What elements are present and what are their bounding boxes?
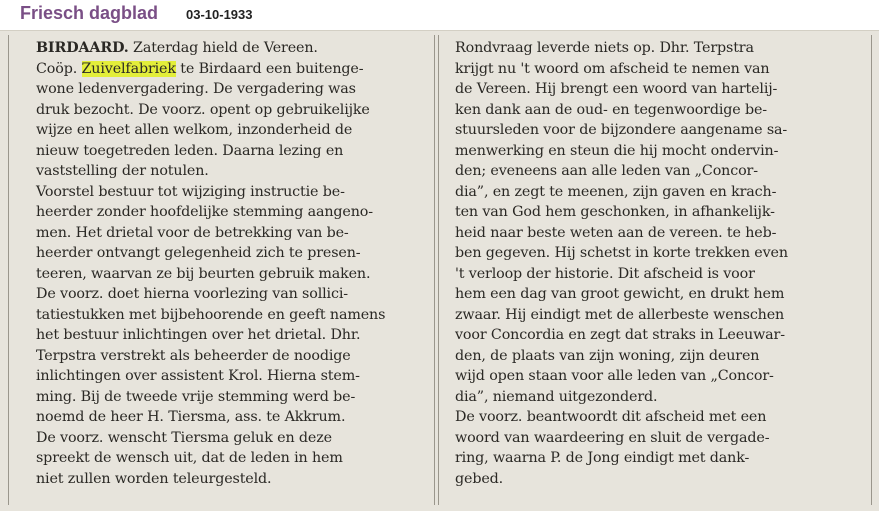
article-line: teeren, waarvan ze bij beurten gebruik maken. bbox=[36, 265, 371, 282]
article-line: heerder zonder hoofdelijke stemming aangeno- bbox=[36, 204, 373, 220]
column-rule-middle-inner bbox=[438, 35, 439, 505]
article-line: spreekt de wensch uit, dat de leden in hem bbox=[36, 450, 343, 466]
article-line bbox=[36, 38, 428, 59]
column-rule-right bbox=[871, 35, 872, 505]
article-line: ten van God hem geschonken, in afhankelijk- bbox=[455, 204, 775, 220]
article-line: menwerking en steun die hij mocht ondervin- bbox=[455, 142, 779, 159]
publication-date: 03-10-1933 bbox=[186, 7, 253, 22]
article-line: Voorstel bestuur tot wijziging instructie be- bbox=[36, 183, 345, 200]
article-line: stuursleden voor de bijzondere aangename sa- bbox=[455, 122, 788, 138]
search-highlight: Zuivelfabriek bbox=[81, 60, 176, 77]
article-line: 't verloop der historie. Dit afscheid is voor bbox=[455, 265, 755, 282]
article-line: nieuw toegetreden leden. Daarna lezing en bbox=[36, 142, 344, 159]
article-line: vaststelling der notulen. bbox=[36, 163, 209, 179]
article-line: De voorz. wenscht Tiersma geluk en deze bbox=[36, 429, 332, 446]
article-line: wone ledenvergadering. De vergadering was bbox=[36, 81, 356, 97]
line-text: te Birdaard een buitenge- bbox=[175, 60, 364, 77]
clipping-header bbox=[0, 0, 879, 30]
article-line: heerder ontvangt gelegenheid zich te presen- bbox=[36, 245, 361, 261]
article-line: ring, waarna P. de Jong eindigt met dank- bbox=[455, 450, 750, 466]
article-line: druk bezocht. De voorz. opent op gebruikelijke bbox=[36, 101, 370, 118]
column-rule-middle bbox=[434, 35, 435, 505]
article-line: wijze en heet allen welkom, inzonderheid de bbox=[36, 122, 353, 138]
article-line: niet zullen worden teleurgesteld. bbox=[36, 470, 272, 487]
article-line: dia”, en zegt te meenen, zijn gaven en krach- bbox=[455, 183, 777, 200]
article-line: De voorz. doet hierna voorlezing van sollici- bbox=[36, 286, 348, 302]
newspaper-clipping bbox=[0, 30, 879, 511]
article-line: voor Concordia en zegt dat straks in Leeuwar- bbox=[455, 327, 785, 343]
article-line: zwaar. Hij eindigt met de allerbeste wenschen bbox=[455, 306, 785, 323]
column-rule-left bbox=[8, 35, 9, 505]
article-line: men. Het drietal voor de betrekking van be- bbox=[36, 224, 349, 241]
article-line: De voorz. beantwoordt dit afscheid met een bbox=[455, 409, 767, 425]
article-line: den, de plaats van zijn woning, zijn deuren bbox=[455, 347, 760, 364]
article-line: het bestuur inlichtingen over het drietal. Dhr. bbox=[36, 327, 361, 343]
article-line: de Vereen. Hij brengt een woord van hartelij- bbox=[455, 81, 778, 97]
article-column-left bbox=[36, 38, 428, 489]
article-line: inlichtingen over assistent Krol. Hierna stem- bbox=[36, 368, 360, 384]
article-line: tatiestukken met bijbehoorende en geeft namens bbox=[36, 306, 386, 323]
article-line: wijd open staan voor alle leden van „Concor- bbox=[455, 368, 774, 384]
article-line: heid naar beste weten aan de vereen. te heb- bbox=[455, 224, 777, 241]
article-line: den; eveneens aan alle leden van „Concor- bbox=[455, 163, 758, 179]
article-line: dia”, niemand uitgezonderd. bbox=[455, 388, 658, 405]
line-text: Coöp. bbox=[36, 60, 82, 77]
article-line bbox=[36, 59, 428, 80]
article-line: Terpstra verstrekt als beheerder de noodige bbox=[36, 347, 351, 364]
dateline: BIRDAARD. bbox=[36, 40, 129, 56]
article-line: hem een dag van groot gewicht, en drukt hem bbox=[455, 286, 785, 302]
article-line: woord van waardeering en sluit de vergade- bbox=[455, 429, 770, 446]
article-line: ken dank aan de oud- en tegenwoordige be- bbox=[455, 101, 767, 118]
article-line: ming. Bij de tweede vrije stemming werd be- bbox=[36, 388, 356, 405]
newspaper-title: Friesch dagblad bbox=[20, 3, 159, 23]
article-line: krijgt nu 't woord om afscheid te nemen van bbox=[455, 60, 770, 77]
article-line: gebed. bbox=[455, 470, 504, 487]
line-text: Zaterdag hield de Vereen. bbox=[128, 40, 318, 56]
article-column-right bbox=[455, 38, 865, 489]
article-line: noemd de heer H. Tiersma, ass. te Akkrum. bbox=[36, 409, 346, 425]
article-line: ben gegeven. Hij schetst in korte trekken even bbox=[455, 245, 788, 261]
article-line: Rondvraag leverde niets op. Dhr. Terpstra bbox=[455, 40, 754, 56]
